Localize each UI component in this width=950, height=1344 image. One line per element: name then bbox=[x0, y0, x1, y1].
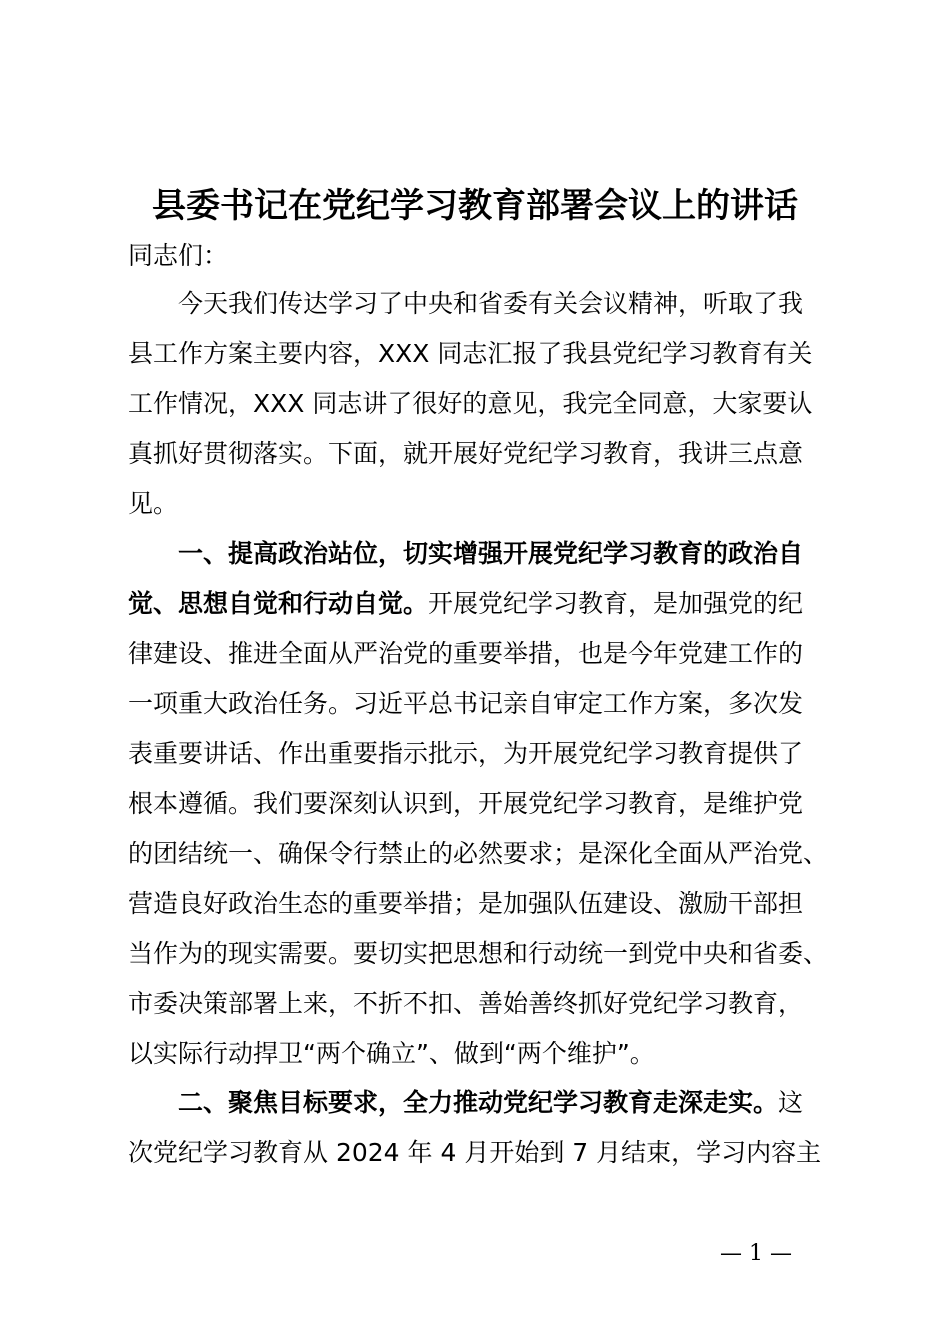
paragraph-line: 工作情况，XXX 同志讲了很好的意见，我完全同意，大家要认 bbox=[128, 389, 813, 418]
paragraph-text: 这 bbox=[778, 1088, 804, 1117]
paragraph-2 bbox=[128, 529, 848, 1079]
salutation: 同志们： bbox=[128, 241, 229, 270]
section-heading-text: 觉、思想自觉和行动自觉。 bbox=[128, 589, 429, 618]
paragraph-line: 次党纪学习教育从 2024 年 4 月开始到 7 月结束，学习内容主 bbox=[128, 1138, 822, 1167]
document-title: 县委书记在党纪学习教育部署会议上的讲话 bbox=[152, 186, 798, 226]
page-number: — 1 — bbox=[720, 1241, 792, 1266]
section-heading-text: 一、提高政治站位，切实增强开展党纪学习教育的政治自 bbox=[178, 539, 804, 568]
paragraph-line: 当作为的现实需要。要切实把思想和行动统一到党中央和省委、 bbox=[128, 939, 829, 968]
paragraph-line: 的团结统一、确保令行禁止的必然要求；是深化全面从严治党、 bbox=[128, 839, 829, 868]
paragraph-3 bbox=[128, 1078, 848, 1178]
paragraph-line: 市委决策部署上来，不折不扣、善始善终抓好党纪学习教育， bbox=[128, 989, 804, 1018]
section-heading-text: 二、聚焦目标要求，全力推动党纪学习教育走深走实。 bbox=[178, 1088, 779, 1117]
paragraph-line: 真抓好贯彻落实。下面，就开展好党纪学习教育，我讲三点意 bbox=[128, 439, 804, 468]
section-heading-1 bbox=[128, 529, 848, 579]
paragraph-line bbox=[128, 579, 848, 629]
paragraph-line: 根本遵循。我们要深刻认识到，开展党纪学习教育，是维护党 bbox=[128, 789, 804, 818]
paragraph-line: 县工作方案主要内容，XXX 同志汇报了我县党纪学习教育有关 bbox=[128, 339, 813, 368]
paragraph-line: 营造良好政治生态的重要举措；是加强队伍建设、激励干部担 bbox=[128, 889, 804, 918]
paragraph-line: 今天我们传达学习了中央和省委有关会议精神，听取了我 bbox=[178, 289, 804, 318]
paragraph-line: 以实际行动捍卫“两个确立”、做到“两个维护”。 bbox=[128, 1039, 655, 1068]
section-heading-2 bbox=[128, 1078, 848, 1128]
paragraph-1 bbox=[128, 279, 848, 529]
paragraph-line: 律建设、推进全面从严治党的重要举措，也是今年党建工作的 bbox=[128, 639, 804, 668]
paragraph-line: 一项重大政治任务。习近平总书记亲自审定工作方案，多次发 bbox=[128, 689, 804, 718]
paragraph-line: 见。 bbox=[128, 489, 179, 518]
paragraph-line: 表重要讲话、作出重要指示批示，为开展党纪学习教育提供了 bbox=[128, 739, 804, 768]
paragraph-text: 开展党纪学习教育，是加强党的纪 bbox=[428, 589, 804, 618]
